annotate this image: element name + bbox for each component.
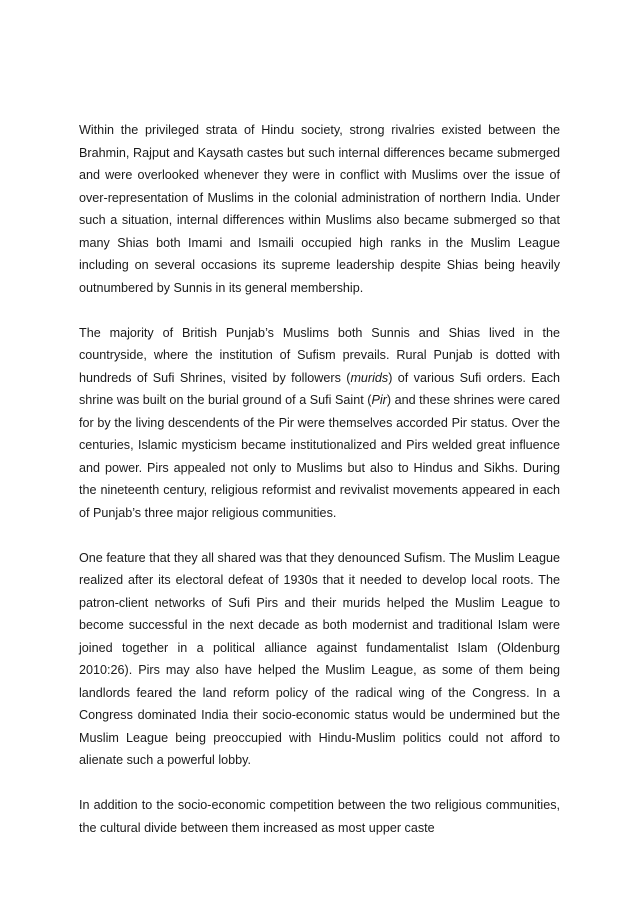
paragraph-segment: ) and these shrines were cared for by the living descendents of the Pir were themselves accorded Pir status. Over the centuries, Islamic mysticism became institutionalized and Pirs welded great influence and power. Pirs appealed not only to Muslims but also to Hindus and Sikhs. During the nineteenth century, religious reformist and revivalist movements appeared in each of Punjab’s three major religious communities.: [79, 393, 560, 520]
paragraph-hindu-society: Within the privileged strata of Hindu society, strong rivalries existed between the Brahmin, Rajput and Kaysath castes but such internal differences became submerged and were overlooked whenever they were in conflict with Muslims over the issue of over-representation of Muslims in the colonial administration of northern India. Under such a situation, internal differences within Muslims also became submerged so that many Shias both Imami and Ismaili occupied high ranks in the Muslim League including on several occasions its supreme leadership despite Shias being heavily outnumbered by Sunnis in its general membership.: [79, 123, 560, 295]
paragraph-segment: ) of various Sufi orders. Each shrine was built on the burial ground of a Sufi Saint (: [79, 370, 561, 407]
paragraph-punjab-sufism: [79, 322, 560, 525]
document-page: [79, 119, 560, 839]
term-pir: Pir: [371, 393, 387, 407]
paragraph-segment: The majority of British Punjab’s Muslims both Sunnis and Shias lived in the countryside, where the institution of Sufism prevails. Rural Punjab is dotted with hundreds of Sufi Shrines, visited by followers (: [79, 325, 560, 385]
paragraph-muslim-league: One feature that they all shared was that they denounced Sufism. The Muslim League realized after its electoral defeat of 1930s that it needed to develop local roots. The patron-client networks of Sufi Pirs and their murids helped the Muslim League to become successful in the next decade as both modernist and traditional Islam were joined together in a political alliance against fundamentalist Islam (Oldenburg 2010:26). Pirs may also have helped the Muslim League, as some of them being landlords feared the land reform policy of the radical wing of the Congress. In a Congress dominated India their socio-economic status would be undermined but the Muslim League being preoccupied with Hindu-Muslim politics could not afford to alienate such a powerful lobby.: [79, 550, 560, 767]
term-murids: murids: [350, 370, 389, 385]
paragraph-cultural-divide: In addition to the socio-economic competition between the two religious communities, the cultural divide between them increased as most upper caste: [79, 798, 560, 835]
